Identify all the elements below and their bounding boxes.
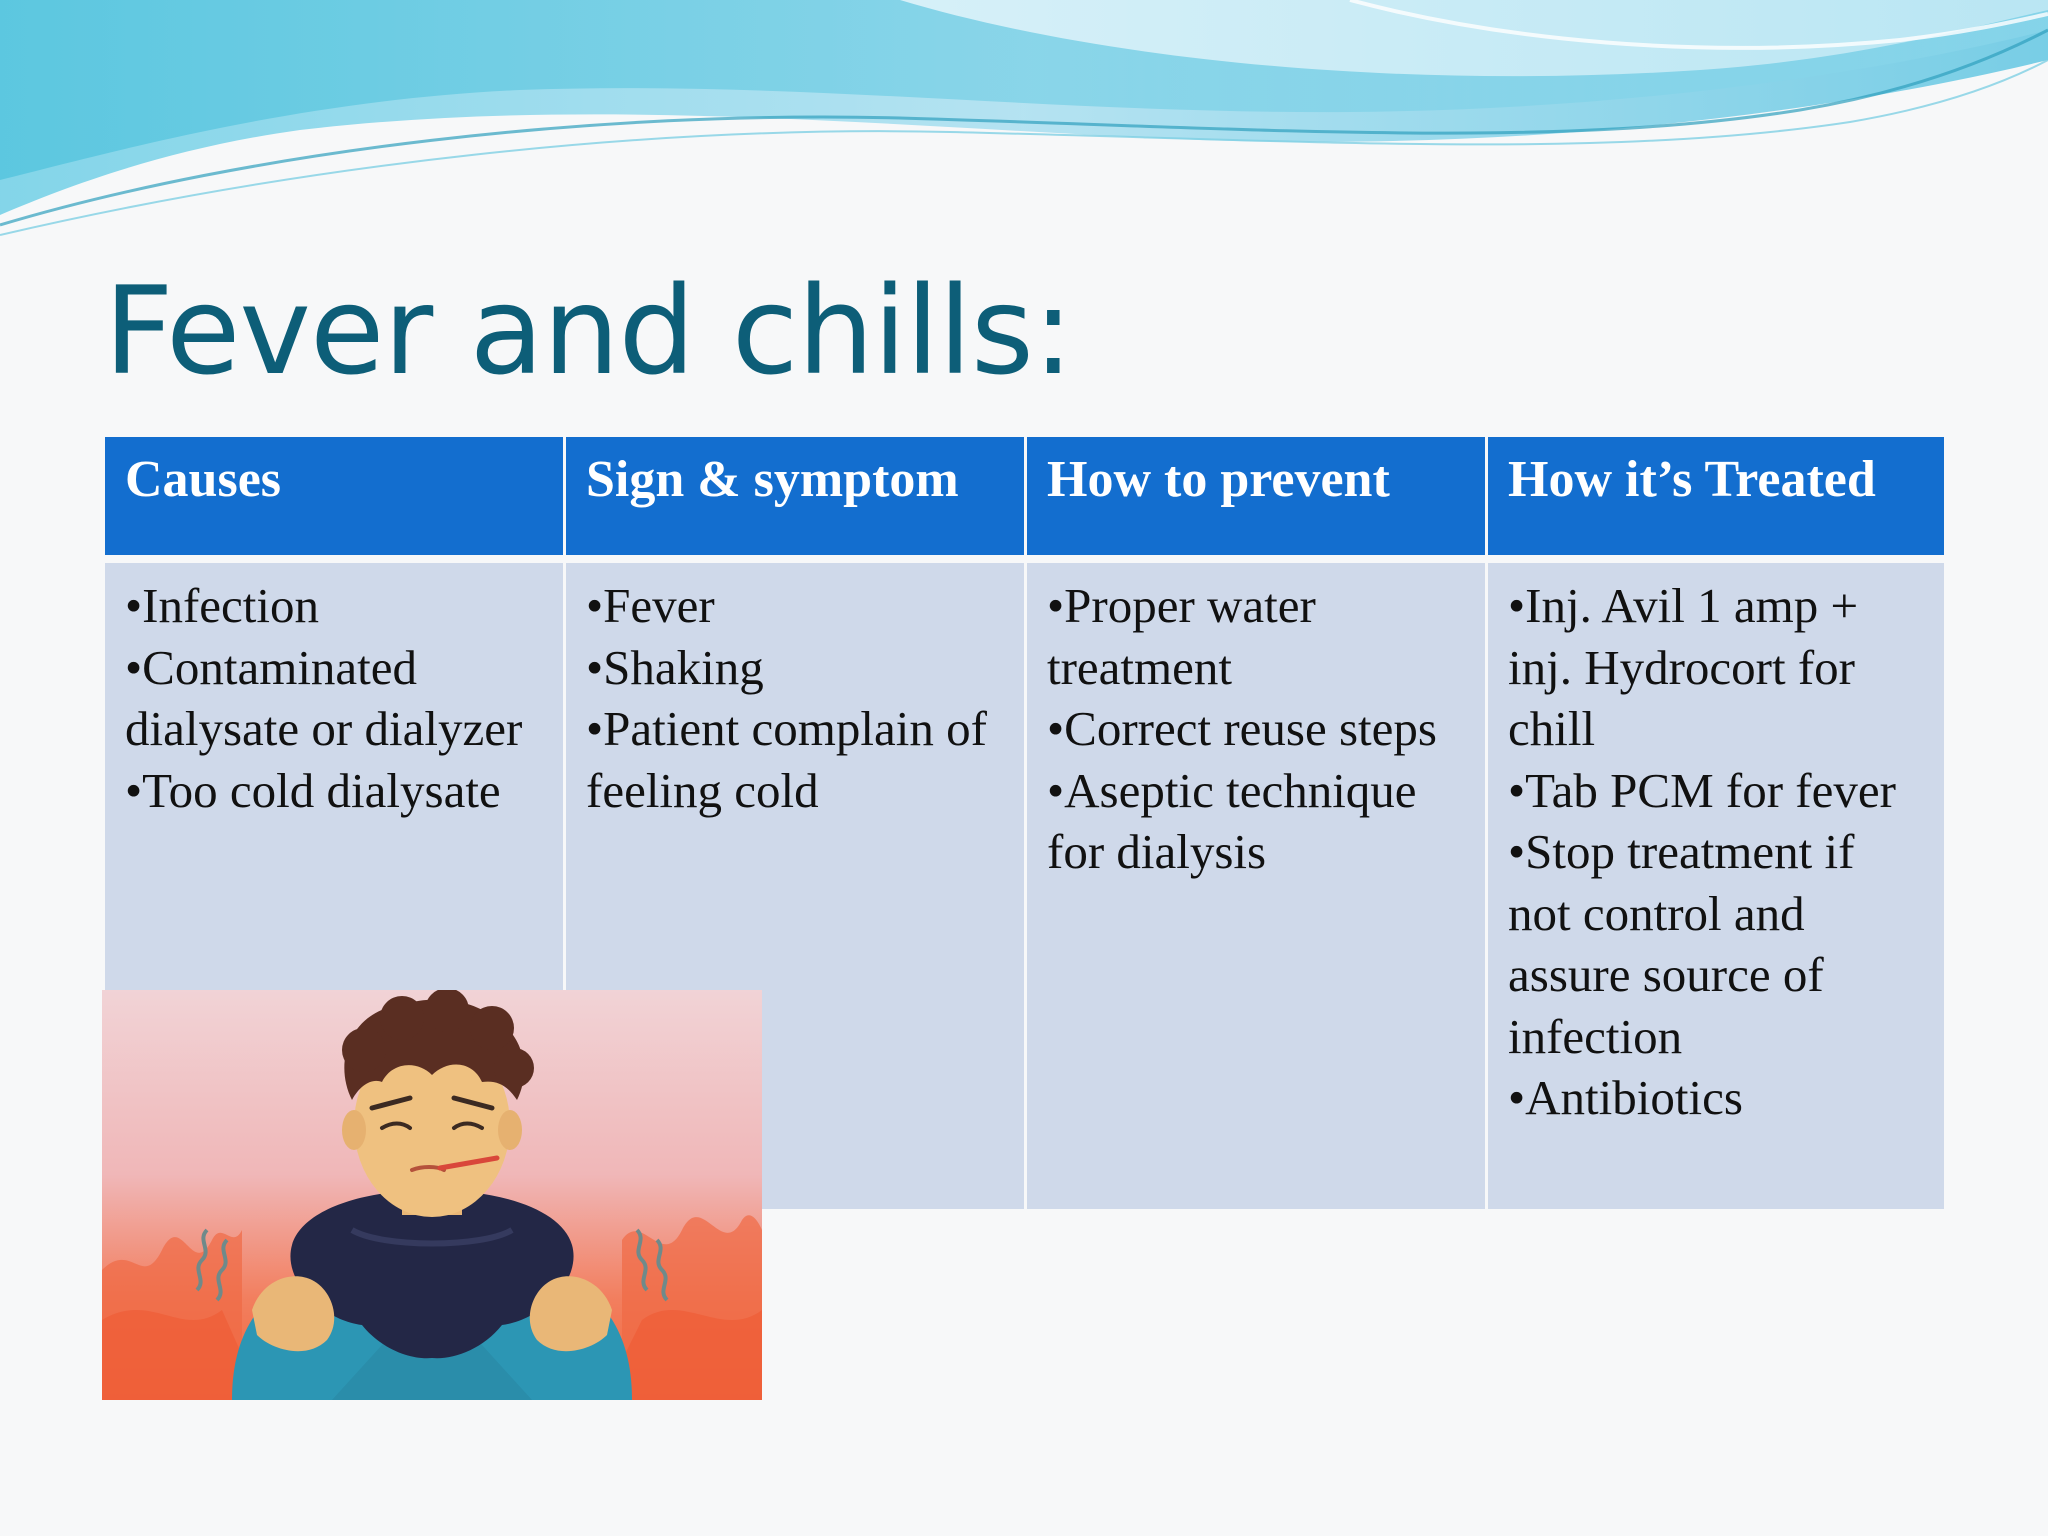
wave-header-decoration — [0, 0, 2048, 260]
header-sign-symptom: Sign & symptom — [565, 436, 1026, 560]
header-causes: Causes — [104, 436, 565, 560]
list-item: •Antibiotics — [1508, 1070, 1743, 1125]
list-item: •Inj. Avil 1 amp + inj. Hydrocort for chill — [1508, 578, 1859, 756]
list-item: •Contaminated dialysate or dialyzer — [125, 639, 523, 756]
list-item: •Correct reuse steps — [1047, 701, 1437, 756]
list-item: •Proper water treatment — [1047, 578, 1316, 695]
slide-title: Fever and chills: — [104, 261, 1073, 402]
list-item: •Tab PCM for fever — [1508, 762, 1896, 818]
list-item: •Too cold dialysate — [125, 762, 501, 818]
list-item: •Stop treatment if not control and assure source of infection — [1508, 824, 1855, 1064]
list-item: •Aseptic technique for dialysis — [1047, 762, 1417, 879]
table-header-row — [104, 436, 1946, 560]
list-item: •Infection — [125, 578, 320, 633]
header-how-treated: How it’s Treated — [1487, 436, 1946, 560]
cell-how-treated — [1487, 559, 1946, 1211]
list-item: •Shaking — [586, 639, 764, 695]
list-item: •Patient complain of feeling cold — [586, 701, 987, 818]
sick-person-with-thermometer-shivering-icon — [102, 990, 762, 1400]
cell-how-to-prevent — [1026, 559, 1487, 1211]
header-how-to-prevent: How to prevent — [1026, 436, 1487, 560]
list-item: •Fever — [586, 578, 715, 633]
